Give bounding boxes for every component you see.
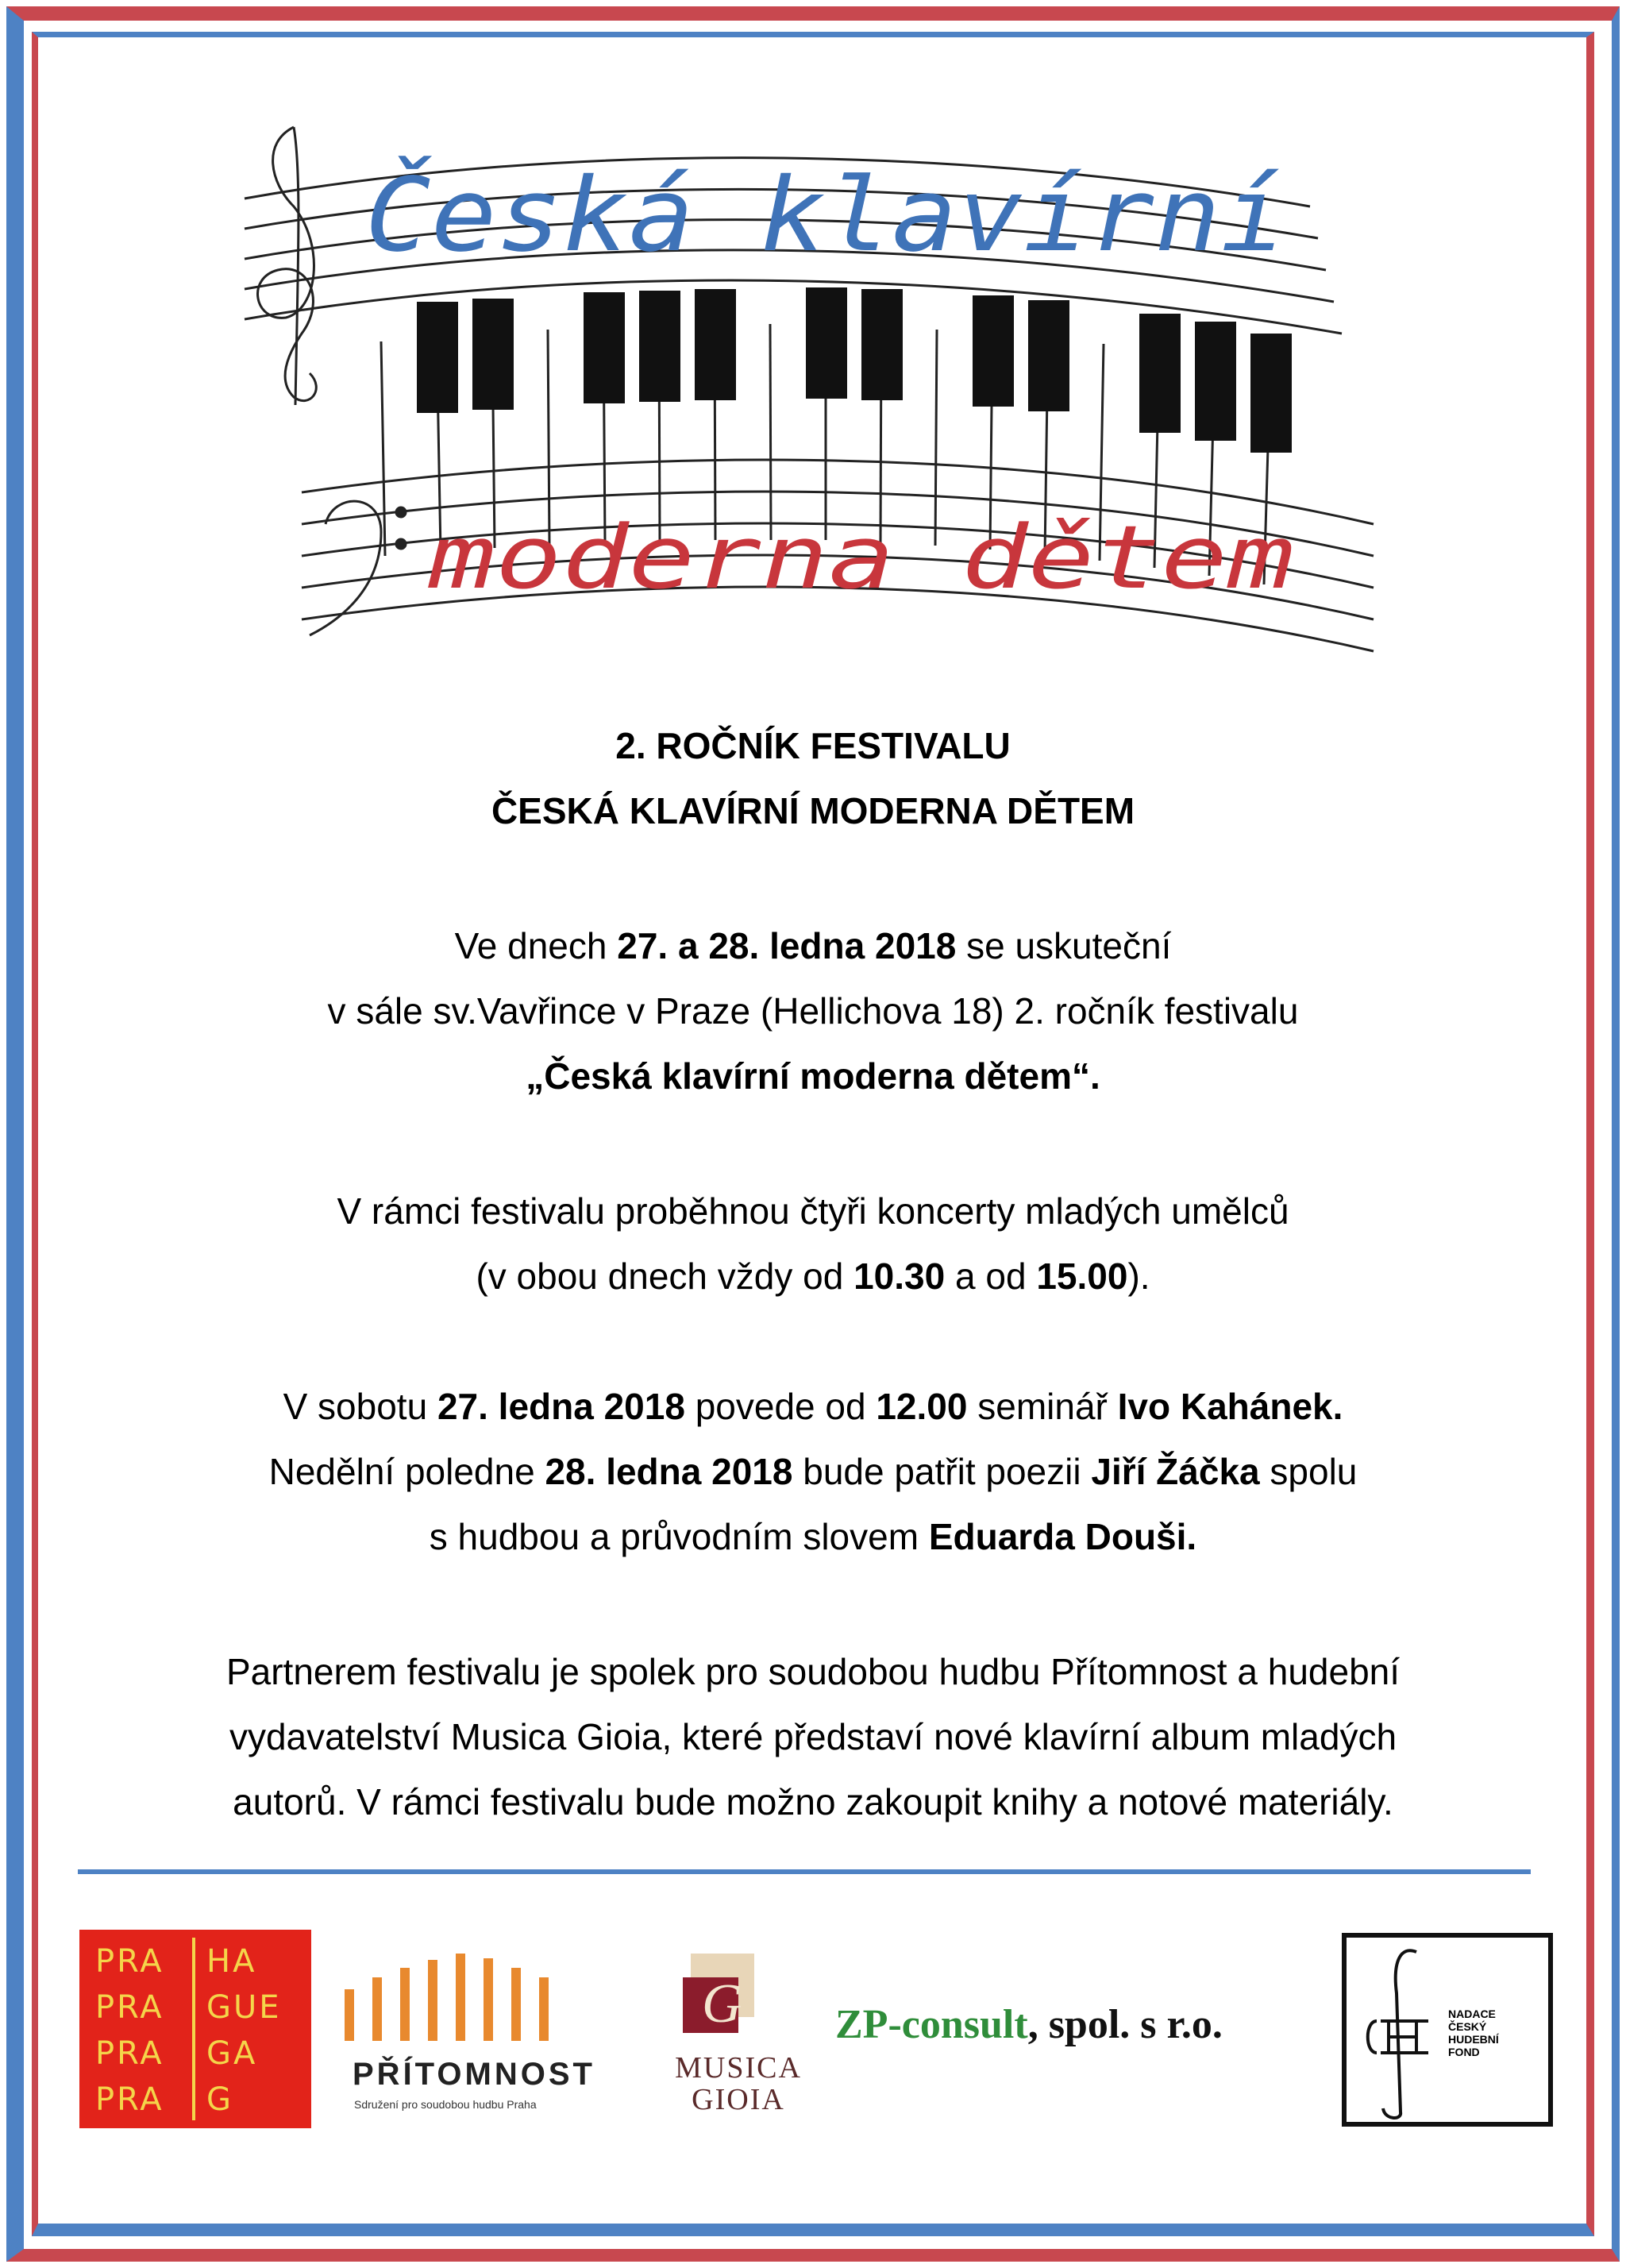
para4-line3: autorů. V rámci festivalu bude možno zakoupit knihy a notové materiály.	[233, 1781, 1393, 1822]
para2-line2: (v obou dnech vždy od 10.30 a od 15.00).	[476, 1256, 1150, 1297]
praha-logo	[79, 1930, 311, 2128]
musica-gioia-emblem-icon	[667, 1954, 778, 2041]
praha-row-3: PRA GA	[95, 2035, 258, 2072]
nadace-chf-logo	[1342, 1933, 1553, 2127]
logo-title-line2: moderna dětem	[427, 507, 1295, 608]
paragraph-partners	[79, 1639, 1547, 1834]
heading-line1: 2. ROČNÍK FESTIVALU	[615, 725, 1011, 766]
nadace-monogram-icon	[1361, 1946, 1440, 2120]
para4-line2: vydavatelství Musica Gioia, které představí nové klavírní album mladých	[229, 1716, 1397, 1757]
paragraph-dates	[79, 913, 1547, 1109]
praha-row-1: PRA HA	[95, 1943, 257, 1980]
para3-line2: Nedělní poledne 28. ledna 2018 bude patřit poezii Jiří Žáčka spolu	[268, 1451, 1358, 1492]
para3-line1: V sobotu 27. ledna 2018 povede od 12.00 seminář Ivo Kahánek.	[283, 1386, 1343, 1427]
pritomnost-logo	[333, 1946, 611, 2120]
sponsor-logos	[0, 1898, 1626, 2136]
para3-line3: s hudbou a průvodním slovem Eduarda Douši.	[429, 1516, 1197, 1557]
praha-row-2: PRA GUE	[95, 1989, 282, 2026]
pritomnost-name: PŘÍTOMNOST	[353, 2057, 595, 2092]
praha-row-4: PRA G	[95, 2081, 233, 2118]
para1-line2: v sále sv.Vavřince v Praze (Hellichova 18) 2. ročník festivalu	[327, 990, 1299, 1032]
divider-line	[78, 1869, 1531, 1874]
festival-logo	[238, 111, 1397, 731]
paragraph-seminar	[79, 1374, 1547, 1569]
musica-gioia-logo	[659, 1954, 810, 2128]
zp-consult-logo: ZP-consult, spol. s r.o.	[835, 2002, 1223, 2047]
pritomnost-bars-icon	[341, 1946, 595, 2041]
para2-line1: V rámci festivalu proběhnou čtyři koncerty mladých umělců	[337, 1190, 1289, 1232]
paragraph-concerts	[79, 1178, 1547, 1309]
para4-line1: Partnerem festivalu je spolek pro soudobou hudbu Přítomnost a hudební	[225, 1651, 1401, 1692]
para1-line1: Ve dnech 27. a 28. ledna 2018 se uskuteční	[454, 925, 1172, 966]
praha-divider	[192, 1938, 195, 2120]
svg-text:G: G	[702, 1973, 742, 2035]
musica-gioia-name: MUSICA GIOIA	[675, 2051, 802, 2116]
heading-line2: ČESKÁ KLAVÍRNÍ MODERNA DĚTEM	[491, 790, 1135, 831]
nadace-text: NADACE ČESKÝ HUDEBNÍ FOND	[1448, 2008, 1499, 2058]
pritomnost-subtitle: Sdružení pro soudobou hudbu Praha	[354, 2098, 537, 2111]
logo-title-line1: Česká klavírní	[365, 156, 1222, 275]
para1-line3: „Česká klavírní moderna dětem“.	[526, 1055, 1100, 1097]
